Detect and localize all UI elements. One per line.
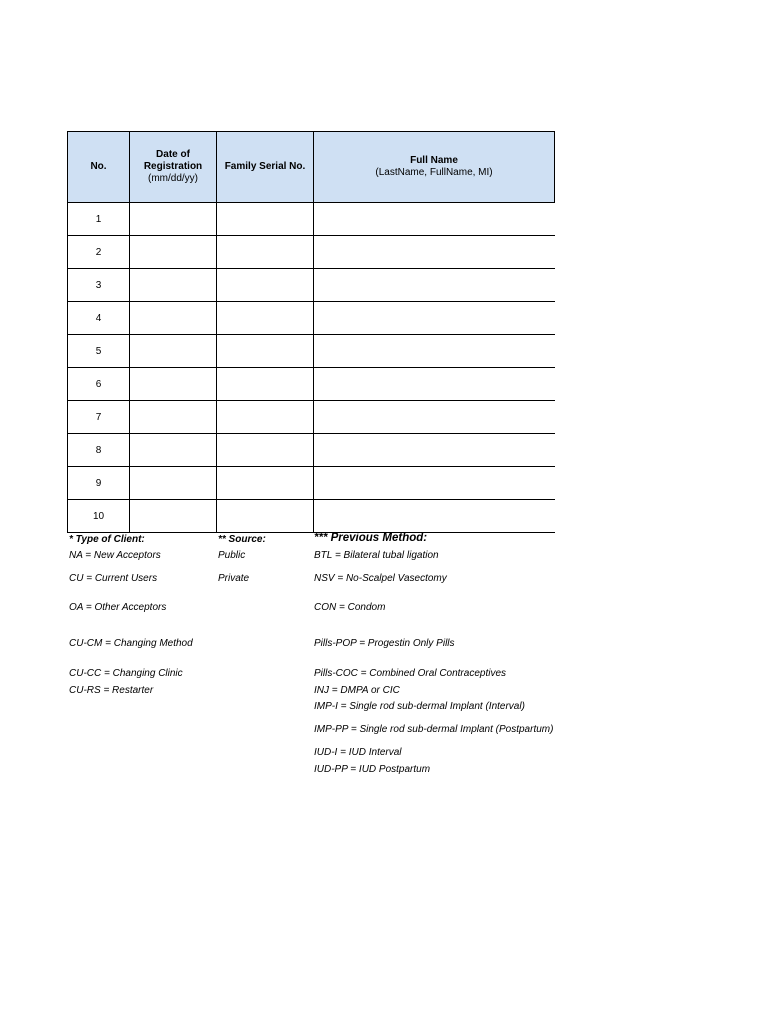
header-no: [68, 132, 130, 203]
header-no-label: No.: [90, 161, 107, 172]
row-number: 3: [68, 269, 130, 302]
table-row: [68, 236, 555, 269]
date-cell[interactable]: [130, 203, 217, 236]
legend-method-item: BTL = Bilateral tubal ligation: [314, 550, 439, 561]
legend-client-item: OA = Other Acceptors: [69, 602, 167, 613]
table-row: [68, 368, 555, 401]
registration-table: [67, 131, 555, 533]
legend-method-title: *** Previous Method:: [314, 532, 428, 544]
date-cell[interactable]: [130, 269, 217, 302]
table-row: [68, 434, 555, 467]
legend-source-item: Public: [218, 550, 246, 561]
legend-type-of-client: [69, 534, 209, 704]
legend-method-item: INJ = DMPA or CIC: [314, 685, 400, 696]
row-number: 2: [68, 236, 130, 269]
table-row: [68, 203, 555, 236]
header-date-of-registration: [130, 132, 217, 203]
legend-method-item: Pills-COC = Combined Oral Contraceptives: [314, 668, 507, 679]
header-date-format: (mm/dd/yy): [148, 173, 198, 184]
serial-cell[interactable]: [217, 335, 314, 368]
legend-source-title: ** Source:: [218, 534, 266, 545]
header-name-label: Full Name: [410, 155, 458, 166]
name-cell[interactable]: [314, 269, 555, 302]
row-number: 5: [68, 335, 130, 368]
serial-cell[interactable]: [217, 500, 314, 533]
name-cell[interactable]: [314, 500, 555, 533]
date-cell[interactable]: [130, 401, 217, 434]
serial-cell[interactable]: [217, 269, 314, 302]
name-cell[interactable]: [314, 434, 555, 467]
name-cell[interactable]: [314, 335, 555, 368]
legend-client-item: CU-CM = Changing Method: [69, 638, 193, 649]
row-number: 9: [68, 467, 130, 500]
header-serial-label: Family Serial No.: [224, 161, 306, 172]
date-cell[interactable]: [130, 434, 217, 467]
table-row: [68, 467, 555, 500]
name-cell[interactable]: [314, 236, 555, 269]
date-cell[interactable]: [130, 368, 217, 401]
table-row: [68, 401, 555, 434]
header-name-format: (LastName, FullName, MI): [375, 167, 493, 178]
legend-method-item: NSV = No-Scalpel Vasectomy: [314, 573, 447, 584]
name-cell[interactable]: [314, 401, 555, 434]
date-cell[interactable]: [130, 335, 217, 368]
legend-source-item: Private: [218, 573, 250, 584]
serial-cell[interactable]: [217, 302, 314, 335]
row-number: 7: [68, 401, 130, 434]
table-header-row: [68, 132, 555, 203]
legend-previous-method: [314, 532, 564, 782]
name-cell[interactable]: [314, 203, 555, 236]
name-cell[interactable]: [314, 368, 555, 401]
legend-client-title: * Type of Client:: [69, 534, 145, 545]
row-number: 6: [68, 368, 130, 401]
serial-cell[interactable]: [217, 467, 314, 500]
legend-method-item: IMP-PP = Single rod sub-dermal Implant (Postpartum): [314, 724, 554, 735]
row-number: 4: [68, 302, 130, 335]
legend-client-item: CU-RS = Restarter: [69, 685, 154, 696]
row-number: 10: [68, 500, 130, 533]
header-date-line1: Date of: [156, 149, 190, 160]
serial-cell[interactable]: [217, 236, 314, 269]
serial-cell[interactable]: [217, 434, 314, 467]
serial-cell[interactable]: [217, 401, 314, 434]
legend-client-item: CU = Current Users: [69, 573, 158, 584]
legend-method-item: IUD-I = IUD Interval: [314, 747, 402, 758]
serial-cell[interactable]: [217, 203, 314, 236]
serial-cell[interactable]: [217, 368, 314, 401]
header-family-serial-no: [217, 132, 314, 203]
legend-method-item: IMP-I = Single rod sub-dermal Implant (Interval): [314, 701, 525, 712]
legend-method-item: Pills-POP = Progestin Only Pills: [314, 638, 455, 649]
header-date-line2: Registration: [143, 161, 203, 172]
table-row: [68, 302, 555, 335]
table-row: [68, 335, 555, 368]
table-row: [68, 500, 555, 533]
legend-source: [218, 534, 308, 594]
row-number: 1: [68, 203, 130, 236]
name-cell[interactable]: [314, 302, 555, 335]
date-cell[interactable]: [130, 236, 217, 269]
header-full-name: [314, 132, 555, 203]
legend-client-item: CU-CC = Changing Clinic: [69, 668, 183, 679]
legend-method-item: CON = Condom: [314, 602, 386, 613]
date-cell[interactable]: [130, 500, 217, 533]
date-cell[interactable]: [130, 302, 217, 335]
legend-client-item: NA = New Acceptors: [69, 550, 161, 561]
legend-method-item: IUD-PP = IUD Postpartum: [314, 764, 431, 775]
table-row: [68, 269, 555, 302]
table-body: [68, 203, 555, 533]
name-cell[interactable]: [314, 467, 555, 500]
date-cell[interactable]: [130, 467, 217, 500]
row-number: 8: [68, 434, 130, 467]
